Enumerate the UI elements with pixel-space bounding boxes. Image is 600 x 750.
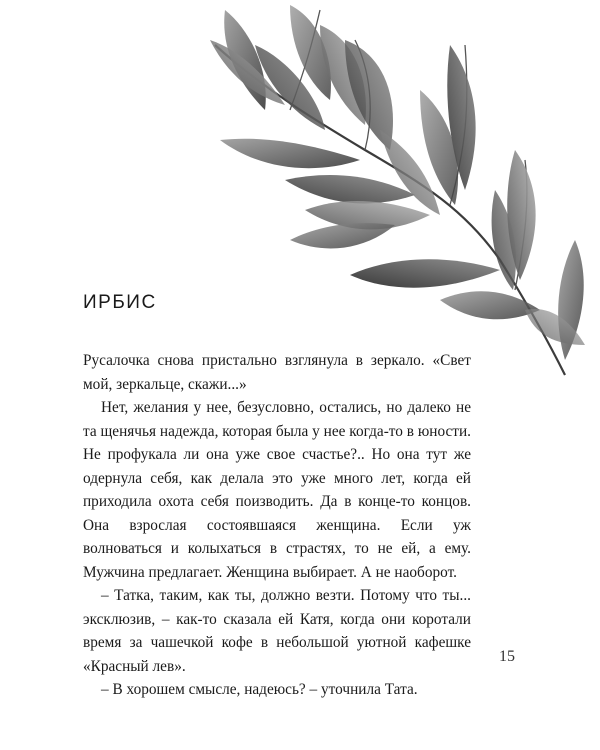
leaf bbox=[440, 291, 540, 319]
chapter-title: ИРБИС bbox=[83, 292, 157, 313]
paragraph: Русалочка снова пристально взглянула в зеркало. «Свет мой, зеркальце, скажи...» bbox=[83, 352, 471, 393]
paragraph: – Татка, таким, как ты, должно везти. Потому что ты... эксклюзив, – как-то сказала ей Катя, когда они коротали время за чашечкой кофе в небольшой уютной кафешке «Красный лев». bbox=[83, 587, 471, 675]
leaf bbox=[290, 223, 395, 248]
leaf bbox=[350, 259, 500, 287]
paragraph: Нет, желания у нее, безусловно, остались, но далеко не та щенячья надежда, которая была у нее когда-то в юности. Не профукала ли она уже свое счастье?.. Но она тут же одернула себя, как делала это уже много лет, когда ей приходила охота себя поизводить. Да в конце-то концов. Она взрослая состоявшаяся женщина. Если уж волноваться и колыхаться в страстях, то не ей, а ему. Мужчина предлагает. Женщина выбирает. А не наоборот. bbox=[83, 399, 471, 581]
page-number: 15 bbox=[499, 648, 515, 665]
paragraph: – В хорошем смысле, надеюсь? – уточнила Тата. bbox=[101, 681, 418, 698]
text-body bbox=[83, 349, 471, 702]
leaf bbox=[285, 175, 415, 203]
leaf bbox=[220, 139, 360, 168]
